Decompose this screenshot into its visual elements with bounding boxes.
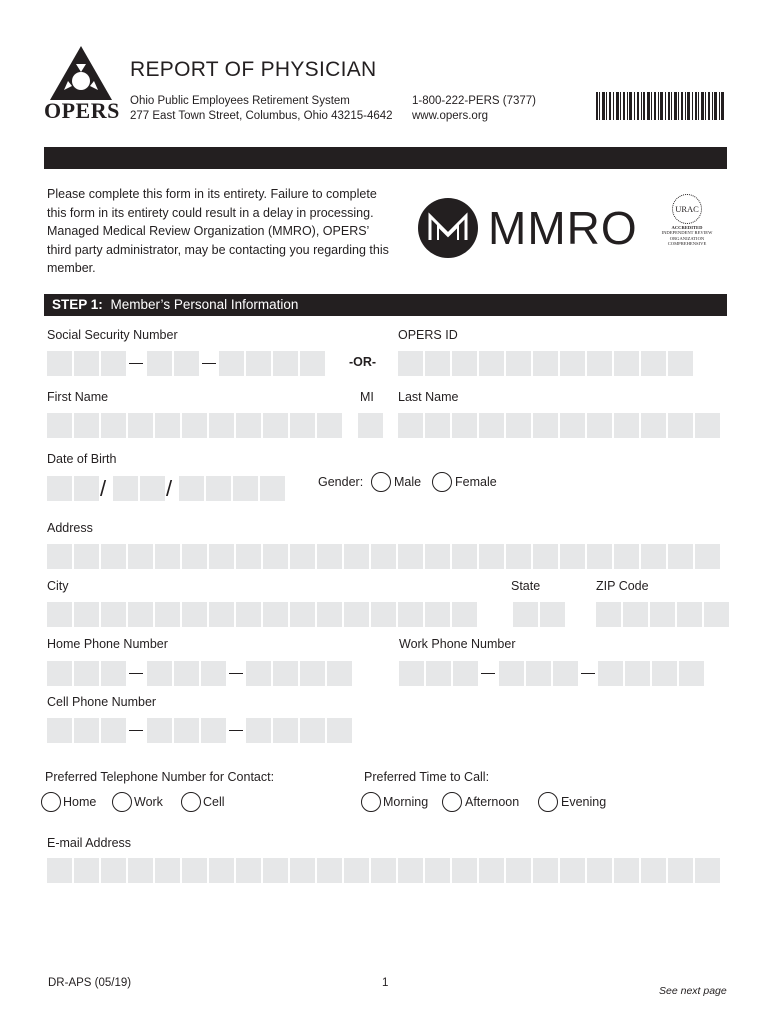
last-name-box[interactable] [452,413,477,438]
first-name-box[interactable] [290,413,315,438]
first-name-box[interactable] [209,413,234,438]
intro-line: third party administrator, may be contacting you regarding this [47,242,389,257]
city-label: City [47,579,69,593]
last-name-box[interactable] [533,413,558,438]
step1-header [44,294,727,316]
email-box[interactable] [695,858,720,883]
first-name-box[interactable] [236,413,261,438]
dob-box[interactable] [74,476,99,501]
email-box[interactable] [155,858,180,883]
pref-morning-radio[interactable] [361,792,381,812]
ssn-box[interactable] [174,351,199,376]
first-name-label: First Name [47,390,109,404]
intro-line: Managed Medical Review Organization (MMRO), OPERS’ [47,224,370,238]
email-box[interactable] [425,858,450,883]
pref-time-label: Preferred Time to Call: [364,770,490,784]
cell-phone-box[interactable] [327,718,352,743]
dob-box[interactable] [206,476,231,501]
intro-paragraph [47,185,389,278]
city-box[interactable] [47,602,72,627]
address-box[interactable] [182,544,207,569]
address-box[interactable] [74,544,99,569]
email-box[interactable] [317,858,342,883]
barcode-icon [596,92,724,120]
zip-box[interactable] [650,602,675,627]
cell-phone-box[interactable] [147,718,172,743]
zip-box[interactable] [596,602,621,627]
intro-line: Please complete this form in its entirety. Failure to complete [47,187,377,201]
form-code: DR-APS (05/19) [48,977,132,989]
address-box[interactable] [155,544,180,569]
zip-box[interactable] [704,602,729,627]
urac-line: COMPREHENSIVE [667,241,707,247]
pref-afternoon-radio[interactable] [442,792,462,812]
pref-home-label: Home [63,795,97,809]
home-phone-box[interactable] [273,661,298,686]
pref-cell-radio[interactable] [181,792,201,812]
work-phone-box[interactable] [679,661,704,686]
next-page-note: See next page [659,985,727,997]
address-box[interactable] [452,544,477,569]
ssn-box[interactable] [273,351,298,376]
address-box[interactable] [587,544,612,569]
email-box[interactable] [182,858,207,883]
urac-seal [652,194,722,254]
address-box[interactable] [614,544,639,569]
work-phone-box[interactable] [499,661,524,686]
email-box[interactable] [506,858,531,883]
city-box[interactable] [290,602,315,627]
email-box[interactable] [668,858,693,883]
header-divider-bar [44,147,727,169]
city-box[interactable] [398,602,423,627]
email-box[interactable] [128,858,153,883]
email-box[interactable] [452,858,477,883]
city-box[interactable] [317,602,342,627]
work-phone-box[interactable] [399,661,424,686]
first-name-box[interactable] [317,413,342,438]
email-box[interactable] [344,858,369,883]
city-box[interactable] [101,602,126,627]
dob-box[interactable] [179,476,204,501]
mmro-logo-text: MMRO [488,202,638,254]
intro-line: this form in its entirety could result in a delay in processing. [47,205,374,220]
mi-label: MI [360,390,374,404]
address-box[interactable] [101,544,126,569]
dob-box[interactable] [260,476,285,501]
zip-box[interactable] [677,602,702,627]
step-number: STEP 1: [52,297,103,312]
mmro-m-icon [418,198,478,258]
cell-phone-label: Cell Phone Number [47,695,157,709]
last-name-label: Last Name [398,390,459,404]
dob-separator: / [100,476,107,501]
address-box[interactable] [344,544,369,569]
email-box[interactable] [236,858,261,883]
city-box[interactable] [182,602,207,627]
email-box[interactable] [101,858,126,883]
city-box[interactable] [155,602,180,627]
phone-separator [229,673,243,674]
address-box[interactable] [290,544,315,569]
work-phone-box[interactable] [426,661,451,686]
home-phone-box[interactable] [327,661,352,686]
work-phone-box[interactable] [453,661,478,686]
first-name-box[interactable] [101,413,126,438]
opers-id-box[interactable] [479,351,504,376]
home-phone-box[interactable] [74,661,99,686]
phone-separator [581,673,595,674]
work-phone-box[interactable] [553,661,578,686]
email-box[interactable] [398,858,423,883]
gender-label: Gender: [318,475,364,489]
email-box[interactable] [371,858,396,883]
urac-line: ORGANIZATION [669,235,705,241]
pref-evening-label: Evening [561,795,607,809]
opers-id-box[interactable] [533,351,558,376]
email-box[interactable] [614,858,639,883]
last-name-box[interactable] [641,413,666,438]
first-name-box[interactable] [182,413,207,438]
work-phone-box[interactable] [598,661,623,686]
logo-text: OPERS [44,98,120,123]
dob-separator: / [166,476,173,501]
ssn-label: Social Security Number [47,328,178,342]
last-name-box[interactable] [398,413,423,438]
cell-phone-box[interactable] [300,718,325,743]
work-phone-box[interactable] [625,661,650,686]
city-box[interactable] [209,602,234,627]
org-website[interactable]: www.opers.org [412,110,489,122]
email-label: E-mail Address [47,836,132,850]
first-name-box[interactable] [155,413,180,438]
email-box[interactable] [587,858,612,883]
address-box[interactable] [398,544,423,569]
work-phone-label: Work Phone Number [399,637,516,651]
state-label: State [511,579,541,593]
last-name-box[interactable] [695,413,720,438]
email-box[interactable] [74,858,99,883]
home-phone-box[interactable] [47,661,72,686]
ssn-box[interactable] [147,351,172,376]
last-name-box[interactable] [587,413,612,438]
email-box[interactable] [560,858,585,883]
org-name: Ohio Public Employees Retirement System [130,95,350,107]
address-box[interactable] [128,544,153,569]
address-box[interactable] [560,544,585,569]
ssn-box[interactable] [47,351,72,376]
urac-seal-text: URAC [672,194,702,224]
email-box[interactable] [533,858,558,883]
opers-id-box[interactable] [452,351,477,376]
city-box[interactable] [371,602,396,627]
state-box[interactable] [513,602,538,627]
first-name-box[interactable] [74,413,99,438]
gender-female-radio[interactable] [432,472,452,492]
home-phone-box[interactable] [246,661,271,686]
email-box[interactable] [263,858,288,883]
pref-evening-radio[interactable] [538,792,558,812]
phone-separator [229,730,243,731]
dob-box[interactable] [233,476,258,501]
city-box[interactable] [452,602,477,627]
email-box[interactable] [641,858,666,883]
gender-female-label: Female [455,475,497,489]
ssn-box[interactable] [219,351,244,376]
opers-id-box[interactable] [398,351,423,376]
cell-phone-box[interactable] [101,718,126,743]
ssn-separator [202,363,216,364]
email-box[interactable] [479,858,504,883]
dob-box[interactable] [47,476,72,501]
email-box[interactable] [209,858,234,883]
page-number: 1 [382,977,389,989]
city-box[interactable] [74,602,99,627]
last-name-box[interactable] [506,413,531,438]
pref-afternoon-label: Afternoon [465,795,520,809]
last-name-box[interactable] [614,413,639,438]
first-name-box[interactable] [263,413,288,438]
pref-work-radio[interactable] [112,792,132,812]
address-box[interactable] [479,544,504,569]
address-box[interactable] [506,544,531,569]
cell-phone-box[interactable] [273,718,298,743]
zip-box[interactable] [623,602,648,627]
address-label: Address [47,521,93,535]
home-phone-box[interactable] [101,661,126,686]
ssn-separator [129,363,143,364]
city-box[interactable] [425,602,450,627]
last-name-box[interactable] [560,413,585,438]
org-address: 277 East Town Street, Columbus, Ohio 43215-4642 [130,110,393,122]
urac-line: ACCREDITED [671,225,703,230]
cell-phone-box[interactable] [74,718,99,743]
last-name-box[interactable] [668,413,693,438]
dob-label: Date of Birth [47,452,117,466]
last-name-box[interactable] [479,413,504,438]
intro-line: member. [47,261,96,275]
urac-line: INDEPENDENT REVIEW [661,230,713,236]
pref-phone-label: Preferred Telephone Number for Contact: [45,770,275,784]
opers-id-box[interactable] [668,351,693,376]
pref-cell-label: Cell [203,795,225,809]
phone-separator [129,730,143,731]
pref-morning-label: Morning [383,795,429,809]
ssn-box[interactable] [74,351,99,376]
opers-id-box[interactable] [425,351,450,376]
city-box[interactable] [344,602,369,627]
city-box[interactable] [128,602,153,627]
city-box[interactable] [263,602,288,627]
ssn-box[interactable] [300,351,325,376]
phone-separator [481,673,495,674]
opers-id-box[interactable] [614,351,639,376]
barcode [596,92,724,120]
address-box[interactable] [371,544,396,569]
address-box[interactable] [209,544,234,569]
pref-work-label: Work [134,795,163,809]
home-phone-label: Home Phone Number [47,637,168,651]
opers-triangle-icon [48,44,114,102]
cell-phone-box[interactable] [201,718,226,743]
org-phone: 1-800-222-PERS (7377) [412,95,537,107]
address-box[interactable] [47,544,72,569]
ssn-box[interactable] [246,351,271,376]
email-box[interactable] [290,858,315,883]
home-phone-box[interactable] [147,661,172,686]
gender-male-radio[interactable] [371,472,391,492]
mi-input[interactable] [358,413,383,438]
home-phone-box[interactable] [201,661,226,686]
opers-id-box[interactable] [641,351,666,376]
address-box[interactable] [695,544,720,569]
work-phone-box[interactable] [652,661,677,686]
dob-box[interactable] [113,476,138,501]
address-box[interactable] [263,544,288,569]
opers-id-box[interactable] [587,351,612,376]
gender-male-label: Male [394,475,422,489]
opers-id-label: OPERS ID [398,328,458,342]
address-box[interactable] [533,544,558,569]
last-name-box[interactable] [425,413,450,438]
address-box[interactable] [425,544,450,569]
step-title: Member’s Personal Information [110,297,299,312]
home-phone-box[interactable] [174,661,199,686]
email-box[interactable] [47,858,72,883]
address-box[interactable] [668,544,693,569]
cell-phone-box[interactable] [174,718,199,743]
first-name-box[interactable] [128,413,153,438]
cell-phone-box[interactable] [246,718,271,743]
city-box[interactable] [236,602,261,627]
home-phone-box[interactable] [300,661,325,686]
or-label: -OR- [349,355,377,369]
state-box[interactable] [540,602,565,627]
pref-home-radio[interactable] [41,792,61,812]
phone-separator [129,673,143,674]
work-phone-box[interactable] [526,661,551,686]
cell-phone-box[interactable] [47,718,72,743]
opers-id-box[interactable] [560,351,585,376]
zip-label: ZIP Code [596,579,649,593]
first-name-box[interactable] [47,413,72,438]
address-box[interactable] [236,544,261,569]
address-box[interactable] [317,544,342,569]
address-box[interactable] [641,544,666,569]
dob-box[interactable] [140,476,165,501]
opers-id-box[interactable] [506,351,531,376]
mmro-logo-circle [418,198,478,258]
page-title: REPORT OF PHYSICIAN [130,58,377,81]
ssn-box[interactable] [101,351,126,376]
